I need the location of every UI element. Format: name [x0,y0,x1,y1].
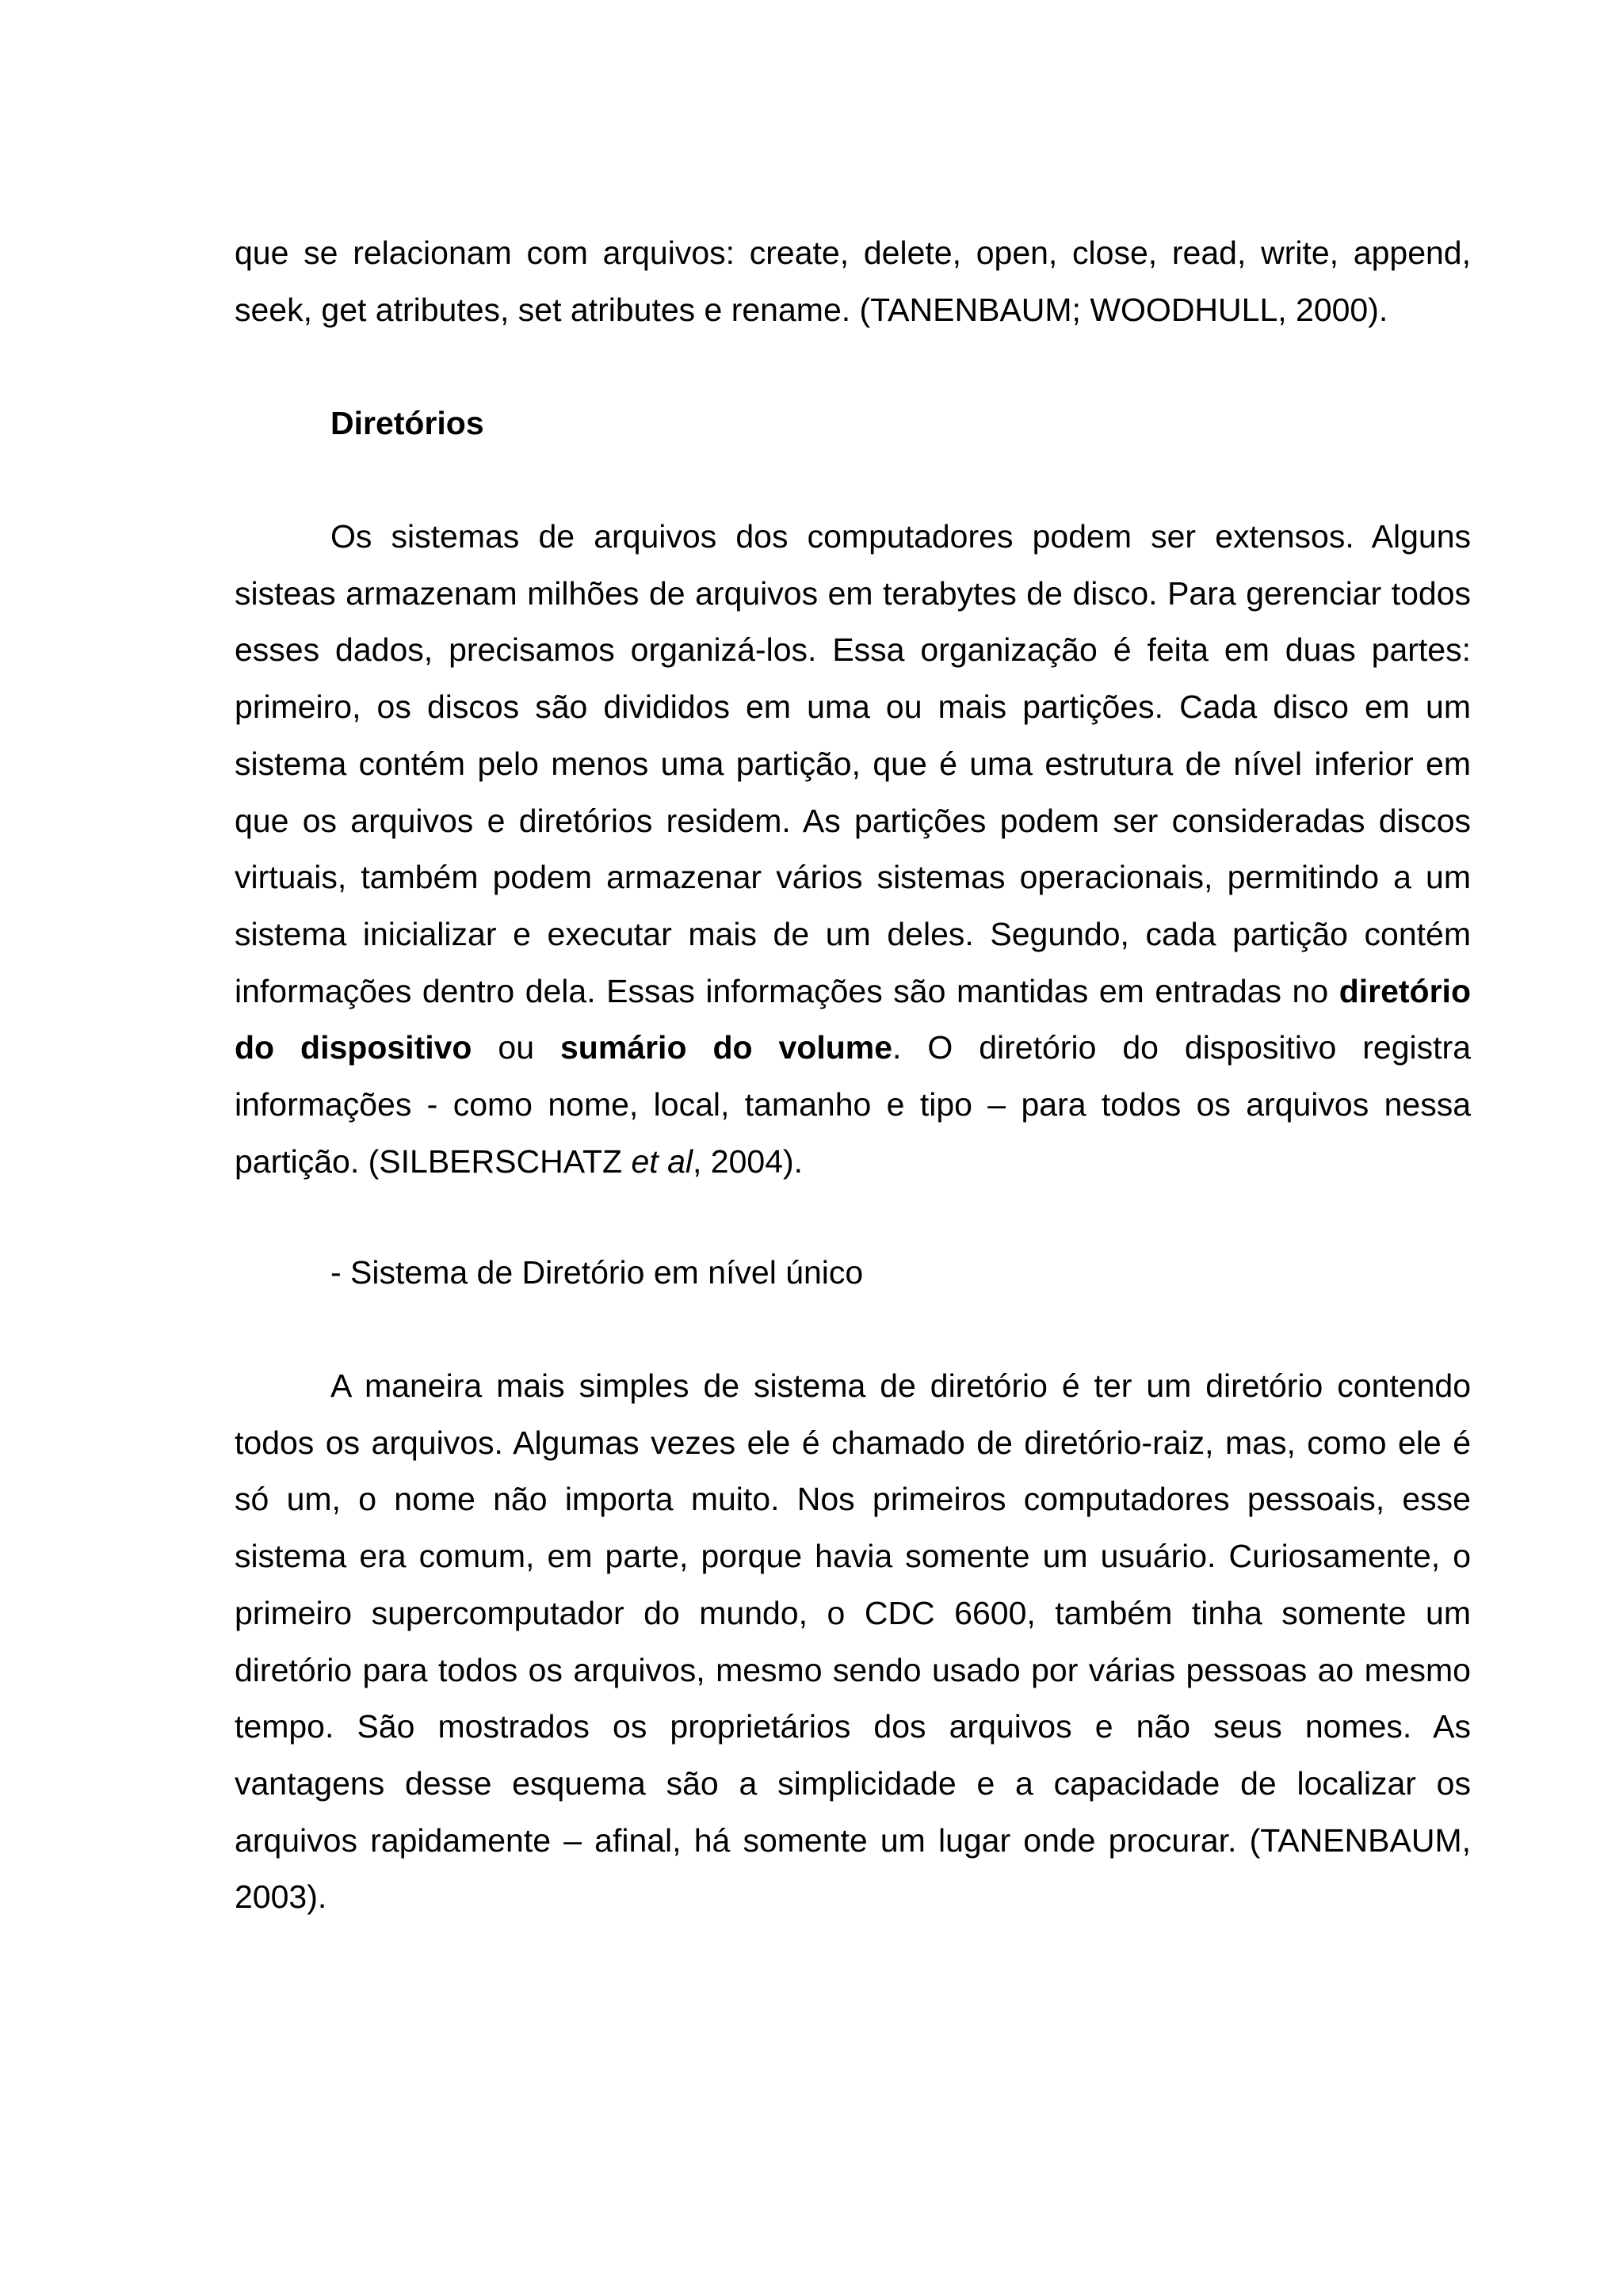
paragraph-directories-text-1: Os sistemas de arquivos dos computadores podem ser extensos. Alguns sisteas armazenam milhões de arquivos em terabytes de disco. Para gerenciar todos esses dados, precisamos organizá-los. Essa organização é feita em duas partes: primeiro, os discos são divididos em uma ou mais partições. Cada disco em um sistema contém pelo menos uma partição, que é uma estrutura de nível inferior em que os arquivos e diretórios residem. As partições podem ser consideradas discos virtuais, também podem armazenar vários sistemas operacionais, permitindo a um sistema inicializar e executar mais de um deles. Segundo, cada partição contém informações dentro dela. Essas informações são mantidas em entradas no [235,518,1471,1009]
paragraph-directories [235,509,1471,1190]
bold-term-diretorio-do-dispositivo: diretório do dispositivo [235,972,1471,1066]
paragraph-directories-text-3: . O diretório do dispositivo registra informações - como nome, local, tamanho e tipo – para todos os arquivos nessa partição. (SILBERSCHATZ [235,1029,1471,1180]
intro-paragraph: que se relacionam com arquivos: create, delete, open, close, read, write, append, seek, get atributes, set atributes e rename. (TANENBAUM; WOODHULL, 2000). [235,235,1471,328]
paragraph-single-level: A maneira mais simples de sistema de diretório é ter um diretório contendo todos os arquivos. Algumas vezes ele é chamado de diretório-raiz, mas, como ele é só um, o nome não importa muito. Nos primeiros computadores pessoais, esse sistema era comum, em parte, porque havia somente um usuário. Curiosamente, o primeiro supercomputador do mundo, o CDC 6600, também tinha somente um diretório para todos os arquivos, mesmo sendo usado por várias pessoas ao mesmo tempo. São mostrados os proprietários dos arquivos e não seus nomes. As vantagens desse esquema são a simplicidade e a capacidade de localizar os arquivos rapidamente – afinal, há somente um lugar onde procurar. (TANENBAUM, 2003). [235,1367,1471,1916]
subheading-single-level-directory: - Sistema de Diretório em nível único [330,1254,864,1291]
bold-term-sumario-do-volume: sumário do volume [560,1029,893,1066]
section-heading-diretorios: Diretórios [330,405,484,441]
paragraph-directories-text-4: , 2004). [693,1142,804,1180]
paragraph-directories-text-2: ou [472,1029,560,1066]
italic-et-al: et al [631,1142,693,1180]
